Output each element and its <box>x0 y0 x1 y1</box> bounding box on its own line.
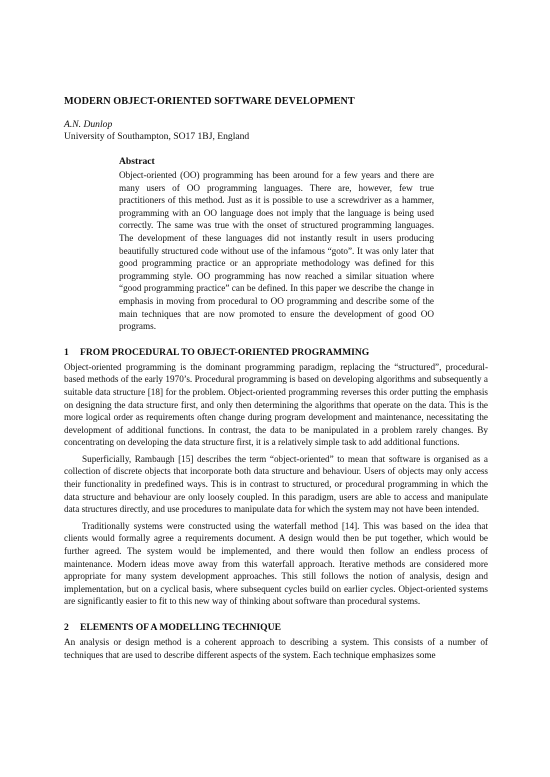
paragraph: Object-oriented programming is the dominant programming paradigm, replacing the “structured”, procedural-based methods of the early 1970’s. Procedural programming is based on developing algorithms and subsequently a suitable data structure [18] for the problem. Object-oriented programming reverses this order putting the emphasis on designing the data structure first, and only then determining the algorithms that operate on the data. This is the more logical order as requirements often change during program development and maintenance, necessitating the development of additional functions. In contrast, the data to be manipulated in a problem rarely changes. By concentrating on developing the data structure first, it is a relatively simple task to add additional functions. <box>64 361 488 448</box>
abstract-block <box>119 156 434 333</box>
author-affiliation: University of Southampton, SO17 1BJ, England <box>64 131 250 142</box>
section-2 <box>64 622 488 661</box>
section-heading <box>64 622 488 634</box>
abstract-text: Object-oriented (OO) programming has been around for a few years and there are many users of OO programming languages. There are, however, few true practitioners of this method. Just as it is possible to use a screwdriver as a hammer, programming with an OO language does not imply that the language is being used correctly. The same was true with the onset of structured programming languages. The development of these languages did not instantly result in users producing beautifully structured code without use of the infamous “goto”. It was only later that good programming practice or an appropriate methodology was defined for this programming style. OO programming has now reached a similar situation where “good programming practice” can be defined. In this paper we describe the change in emphasis in moving from procedural to OO programming and describe some of the main techniques that are now promoted to ensure the development of good OO programs. <box>119 170 434 332</box>
section-spacer <box>64 608 488 622</box>
section-title: FROM PROCEDURAL TO OBJECT-ORIENTED PROGRAMMING <box>80 346 370 358</box>
section-number: 1 <box>64 346 69 358</box>
section-title: ELEMENTS OF A MODELLING TECHNIQUE <box>80 622 281 633</box>
section-1 <box>64 347 488 608</box>
section-heading <box>64 347 488 359</box>
paper-title: MODERN OBJECT-ORIENTED SOFTWARE DEVELOPMENT <box>64 96 355 107</box>
paragraph: Superficially, Rambaugh [15] describes the term “object-oriented” to mean that software is organised as a collection of discrete objects that incorporate both data structure and behaviour. Users of objects may only access their functionality in predefined ways. This is in contrast to structured, or procedural programming in which the data structure and behaviour are only loosely coupled. In this paradigm, users are able to access and manipulate data structures directly, and use procedures to manipulate data for which the system may not have been intended. <box>64 453 488 515</box>
paper-content <box>64 95 488 661</box>
paragraph: An analysis or design method is a coherent approach to describing a system. This consists of a number of techniques that are used to describe different aspects of the system. Each technique emphasizes some <box>64 637 488 660</box>
abstract-heading: Abstract <box>119 156 155 167</box>
author-name: A.N. Dunlop <box>64 119 113 130</box>
section-number: 2 <box>64 622 69 633</box>
paragraph: Traditionally systems were constructed using the waterfall method [14]. This was based on the idea that clients would formally agree a requirements document. A design would then be put together, which would be further agreed. The system would be implemented, and there would then follow an endless process of maintenance. Modern ideas move away from this waterfall approach. Iterative methods are considered more appropriate for many system development approaches. This still follows the notion of analysis, design and implementation, but on a cyclical basis, where subsequent cycles build on earlier cycles. Object-oriented systems are significantly easier to fit to this new way of thinking about software than procedural systems. <box>64 520 488 607</box>
